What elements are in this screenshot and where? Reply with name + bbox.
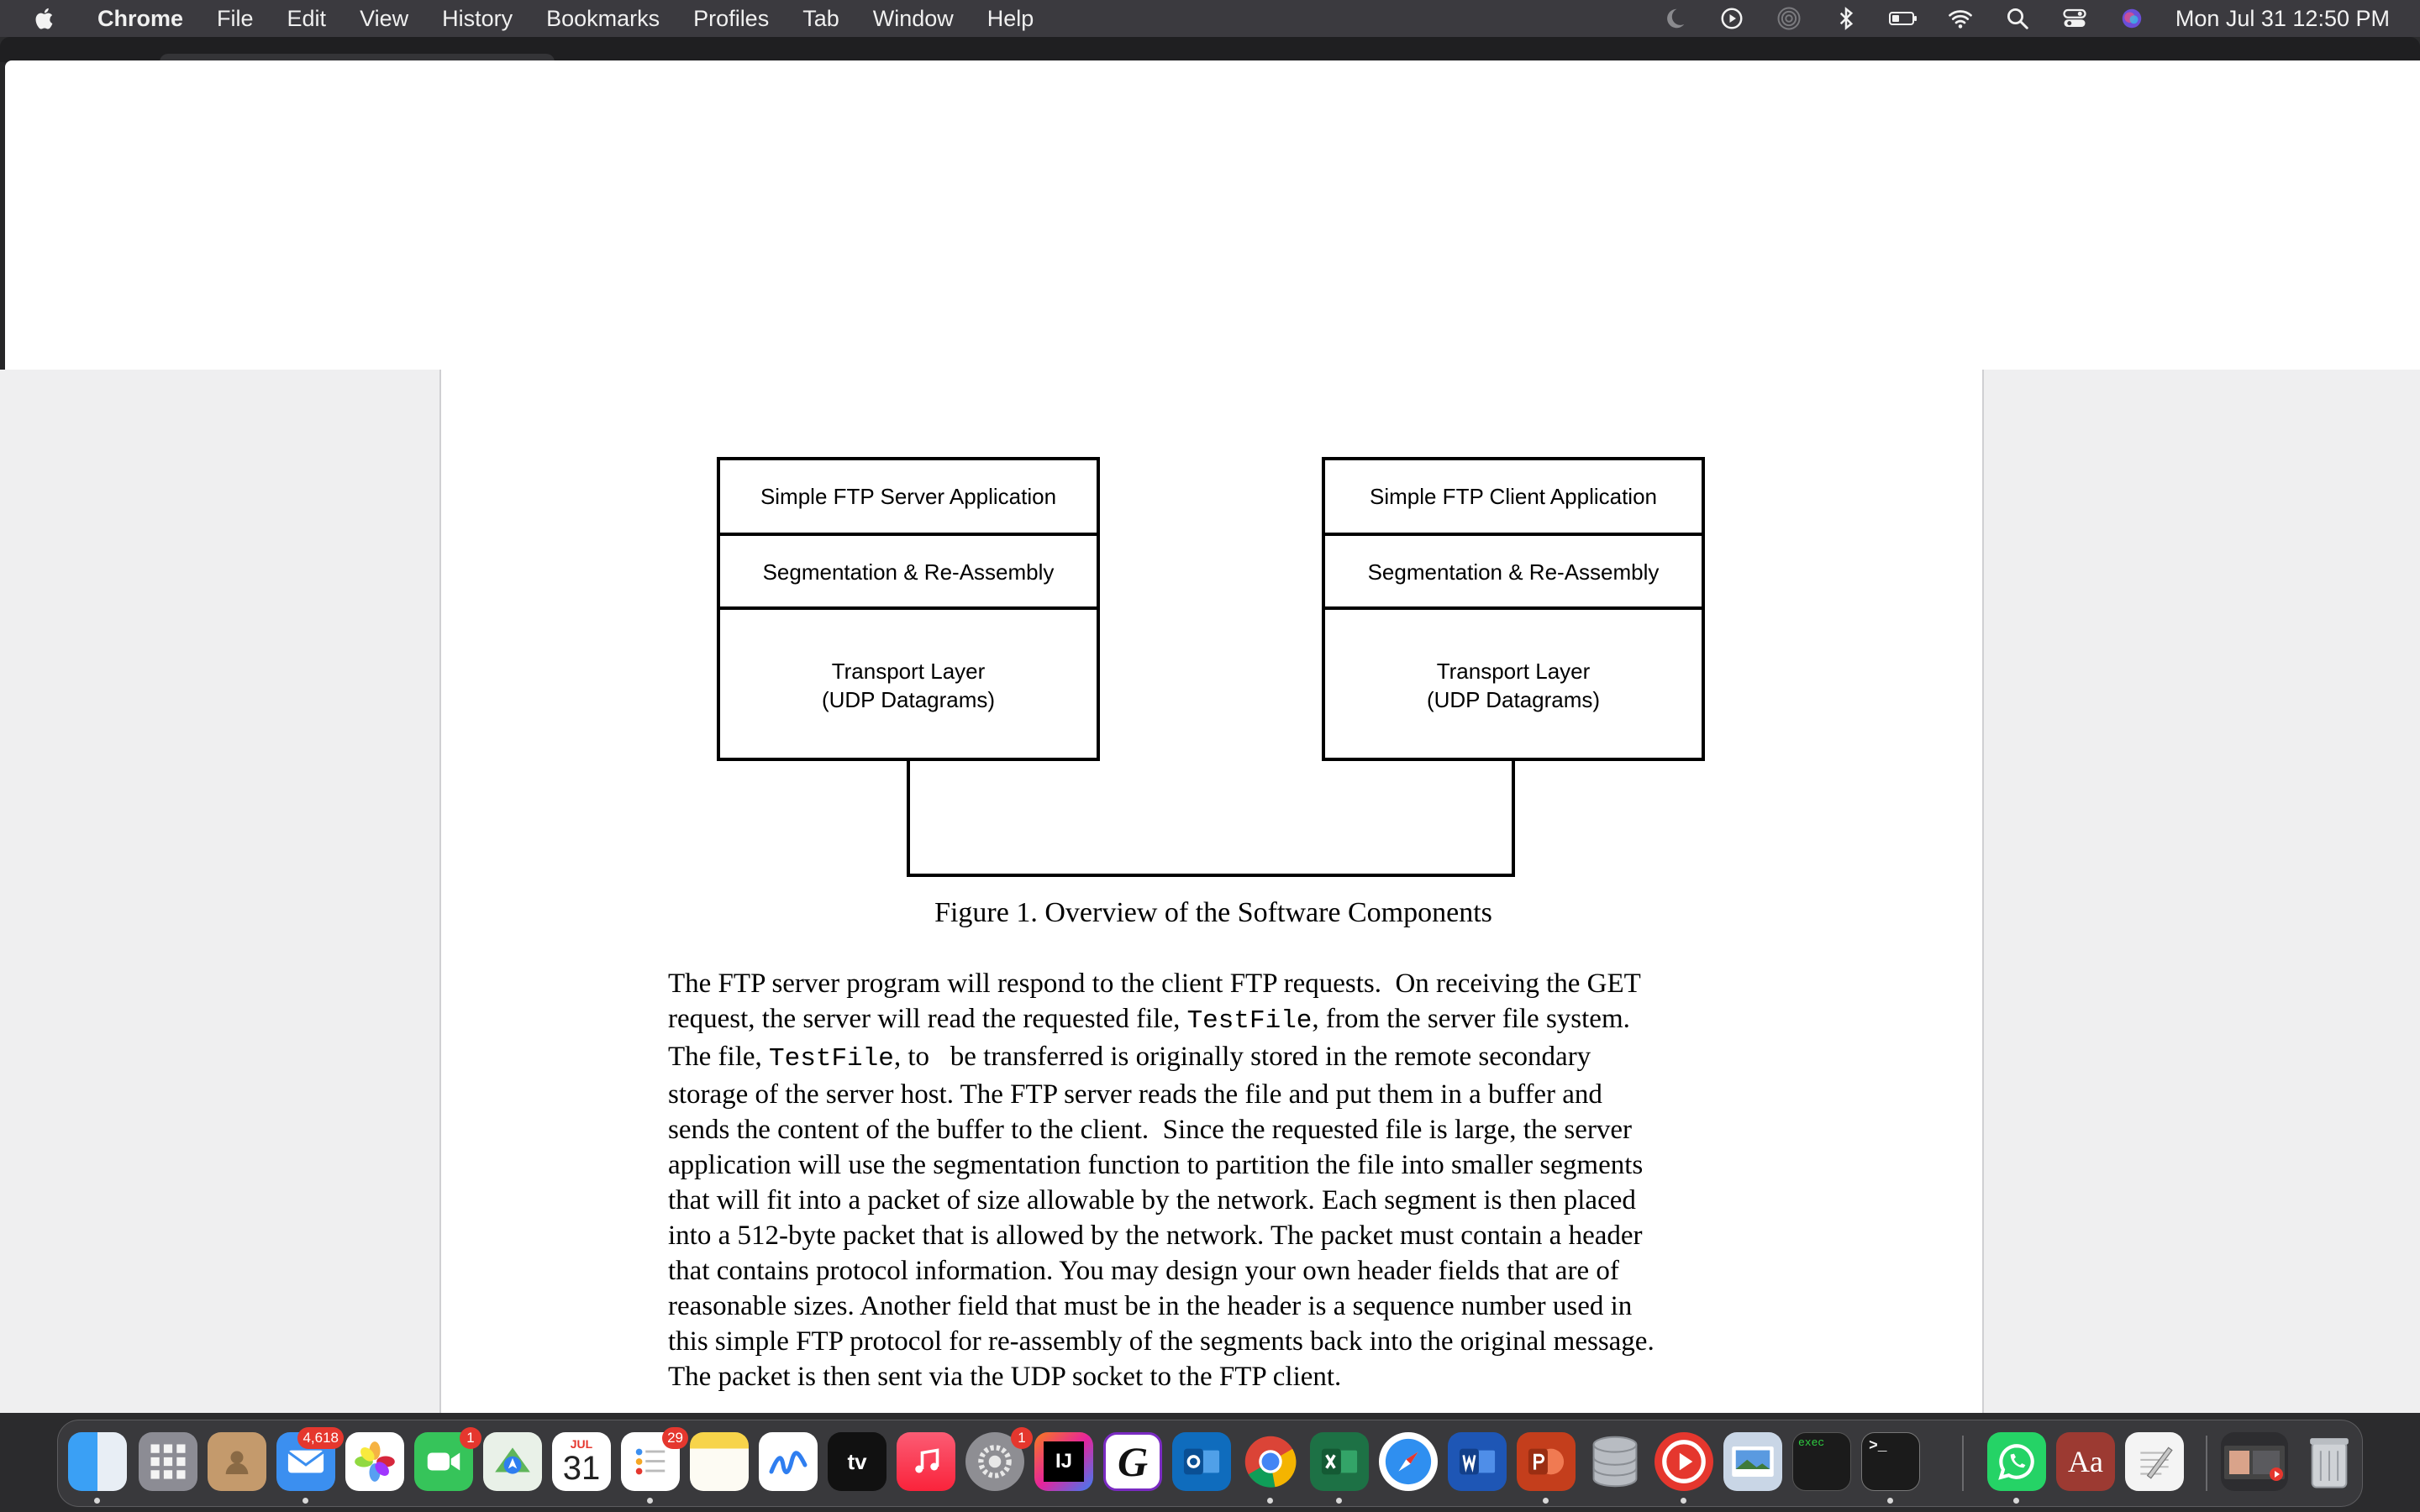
dock [57,1420,2363,1507]
paragraph-line: The FTP server program will respond to the client FTP requests. On receiving the GET [668,969,1641,999]
document-page [439,370,1984,1413]
server-segmentation-label: Segmentation & Re-Assembly [762,559,1055,585]
paragraph-line: The packet is then sent via the UDP socket to the FTP client. [668,1362,1342,1392]
paragraph-line: reasonable sizes. Another field that must be in the header is a sequence number used in [668,1291,1633,1321]
chrome-window [0,37,2420,1413]
facetime-icon[interactable] [414,1432,473,1491]
code-filename: TestFile [769,1044,894,1074]
reminders-icon[interactable] [621,1430,683,1491]
powerpoint-icon[interactable] [1517,1432,1576,1491]
paragraph-line: this simple FTP protocol for re-assembly of the segments back into the original message. [668,1326,1655,1357]
paragraph-line: that will fit into a packet of size allowable by the network. Each segment is then placed [668,1185,1636,1215]
mail-badge: 4,618 [297,1427,344,1449]
paragraph-line [668,1001,1786,1039]
paragraph-line: that contains protocol information. You may design your own header fields that are of [668,1256,1619,1286]
body-paragraph [668,966,1786,1394]
trash-icon[interactable] [2300,1432,2359,1491]
music-icon[interactable] [897,1432,955,1491]
bluetooth-icon[interactable] [1818,0,1875,37]
safari-icon[interactable] [1379,1432,1438,1491]
paragraph-line [668,1039,1786,1077]
preview-icon[interactable] [1723,1432,1782,1491]
launchpad-icon[interactable] [139,1432,197,1491]
menu-app-chrome[interactable]: Chrome [97,5,184,31]
server-application-label: Simple FTP Server Application [760,484,1057,509]
running-indicator [1336,1498,1342,1504]
running-indicator [302,1498,308,1504]
outlook-icon[interactable] [1172,1432,1231,1491]
menu-bookmarks[interactable]: Bookmarks [546,5,660,31]
dock-separator [2206,1436,2207,1491]
notes-icon[interactable] [690,1432,749,1491]
calendar-icon[interactable] [552,1432,611,1491]
software-components-diagram [441,370,1986,890]
grammarly-label: G [1117,1438,1149,1485]
code-filename: TestFile [1186,1006,1313,1036]
text-run: request, the server will read the requested file, [668,1004,1187,1034]
intellij-label: IJ [1044,1441,1084,1482]
paragraph-line: into a 512-byte packet that is allowed by the network. The packet must contain a header [668,1221,1643,1251]
running-indicator [647,1498,653,1504]
reminders-badge: 29 [662,1427,688,1449]
facetime-badge: 1 [460,1427,481,1449]
menu-edit[interactable]: Edit [287,5,327,31]
siri-icon[interactable] [2103,0,2160,37]
terminal-exec-icon[interactable] [1792,1432,1851,1491]
pdf-viewer[interactable] [0,370,2420,1413]
text-run: , to be transferred is originally stored in the remote secondary [893,1042,1591,1072]
terminal-icon[interactable] [1861,1432,1920,1491]
running-indicator [94,1498,100,1504]
dock-separator [1962,1436,1964,1491]
moon-icon[interactable] [1646,0,1703,37]
menu-history[interactable]: History [442,5,513,31]
text-run: The file, [668,1042,770,1072]
media-player-icon[interactable] [1655,1432,1713,1491]
running-indicator [1887,1498,1893,1504]
status-area [1646,0,2420,37]
paragraph-line: sends the content of the buffer to the client. Since the requested file is large, the server [668,1115,1632,1145]
wifi-icon[interactable] [1932,0,1989,37]
paragraph-line: storage of the server host. The FTP server reads the file and put them in a buffer and [668,1079,1602,1110]
terminal-label: >_ [1869,1438,1887,1455]
client-application-label: Simple FTP Client Application [1369,484,1658,509]
contacts-icon[interactable] [208,1432,266,1491]
settings-badge: 1 [1011,1427,1033,1449]
menu-bar-clock[interactable]: Mon Jul 31 12:50 PM [2175,5,2390,31]
apple-tv-label: tv [847,1448,867,1474]
textedit-icon[interactable] [2125,1432,2184,1491]
photos-icon[interactable] [345,1432,404,1491]
mail-icon[interactable] [276,1430,339,1491]
client-transport-label: Transport Layer [1436,659,1591,684]
running-indicator [1681,1498,1686,1504]
apple-menu-icon[interactable] [29,6,62,31]
paragraph-line: application will use the segmentation function to partition the file into smaller segments [668,1150,1644,1180]
client-transport-box [1323,608,1703,759]
running-indicator [1267,1498,1273,1504]
freeform-icon[interactable] [759,1432,818,1491]
running-indicator [2013,1498,2019,1504]
system-settings-icon[interactable] [965,1432,1024,1491]
text-run: , from the server file system. [1312,1004,1630,1034]
menu-help[interactable]: Help [986,5,1034,31]
dictionary-icon[interactable] [2056,1432,2115,1491]
word-icon[interactable] [1448,1432,1507,1491]
dictionary-label: Aa [2068,1445,2103,1478]
browser-content-top [5,60,2420,370]
play-circle-icon[interactable] [1703,0,1760,37]
menu-view[interactable]: View [360,5,409,31]
menu-window[interactable]: Window [872,5,954,31]
calendar-month: JUL [570,1437,593,1451]
excel-icon[interactable] [1310,1432,1369,1491]
server-transport-box [718,608,1098,759]
database-icon[interactable] [1586,1432,1644,1491]
apple-tv-icon[interactable] [828,1432,886,1491]
client-transport-sublabel: (UDP Datagrams) [1426,687,1601,712]
spotlight-search-icon[interactable] [1989,0,2046,37]
menu-tab[interactable]: Tab [802,5,839,31]
menu-bar [0,0,2420,37]
menu-profiles[interactable]: Profiles [693,5,770,31]
udp-connection-line [908,759,1513,875]
whatsapp-icon[interactable] [1987,1432,2046,1491]
server-transport-sublabel: (UDP Datagrams) [821,687,996,712]
grammarly-icon[interactable] [1103,1432,1162,1491]
maps-icon[interactable] [483,1432,542,1491]
server-transport-label: Transport Layer [831,659,986,684]
intellij-icon[interactable] [1034,1432,1093,1491]
chrome-icon[interactable] [1241,1432,1300,1491]
finder-icon[interactable] [68,1432,127,1491]
menu-file[interactable]: File [217,5,254,31]
battery-icon[interactable] [1875,0,1932,37]
control-center-icon[interactable] [2046,0,2103,37]
airdrop-icon[interactable] [1760,0,1818,37]
figure-caption: Figure 1. Overview of the Software Components [934,897,1492,928]
terminal-exec-label: exec [1798,1436,1825,1449]
client-segmentation-label: Segmentation & Re-Assembly [1367,559,1660,585]
recent-window-thumbnail[interactable] [2221,1432,2288,1491]
running-indicator [1543,1498,1549,1504]
calendar-day: 31 [562,1450,601,1487]
